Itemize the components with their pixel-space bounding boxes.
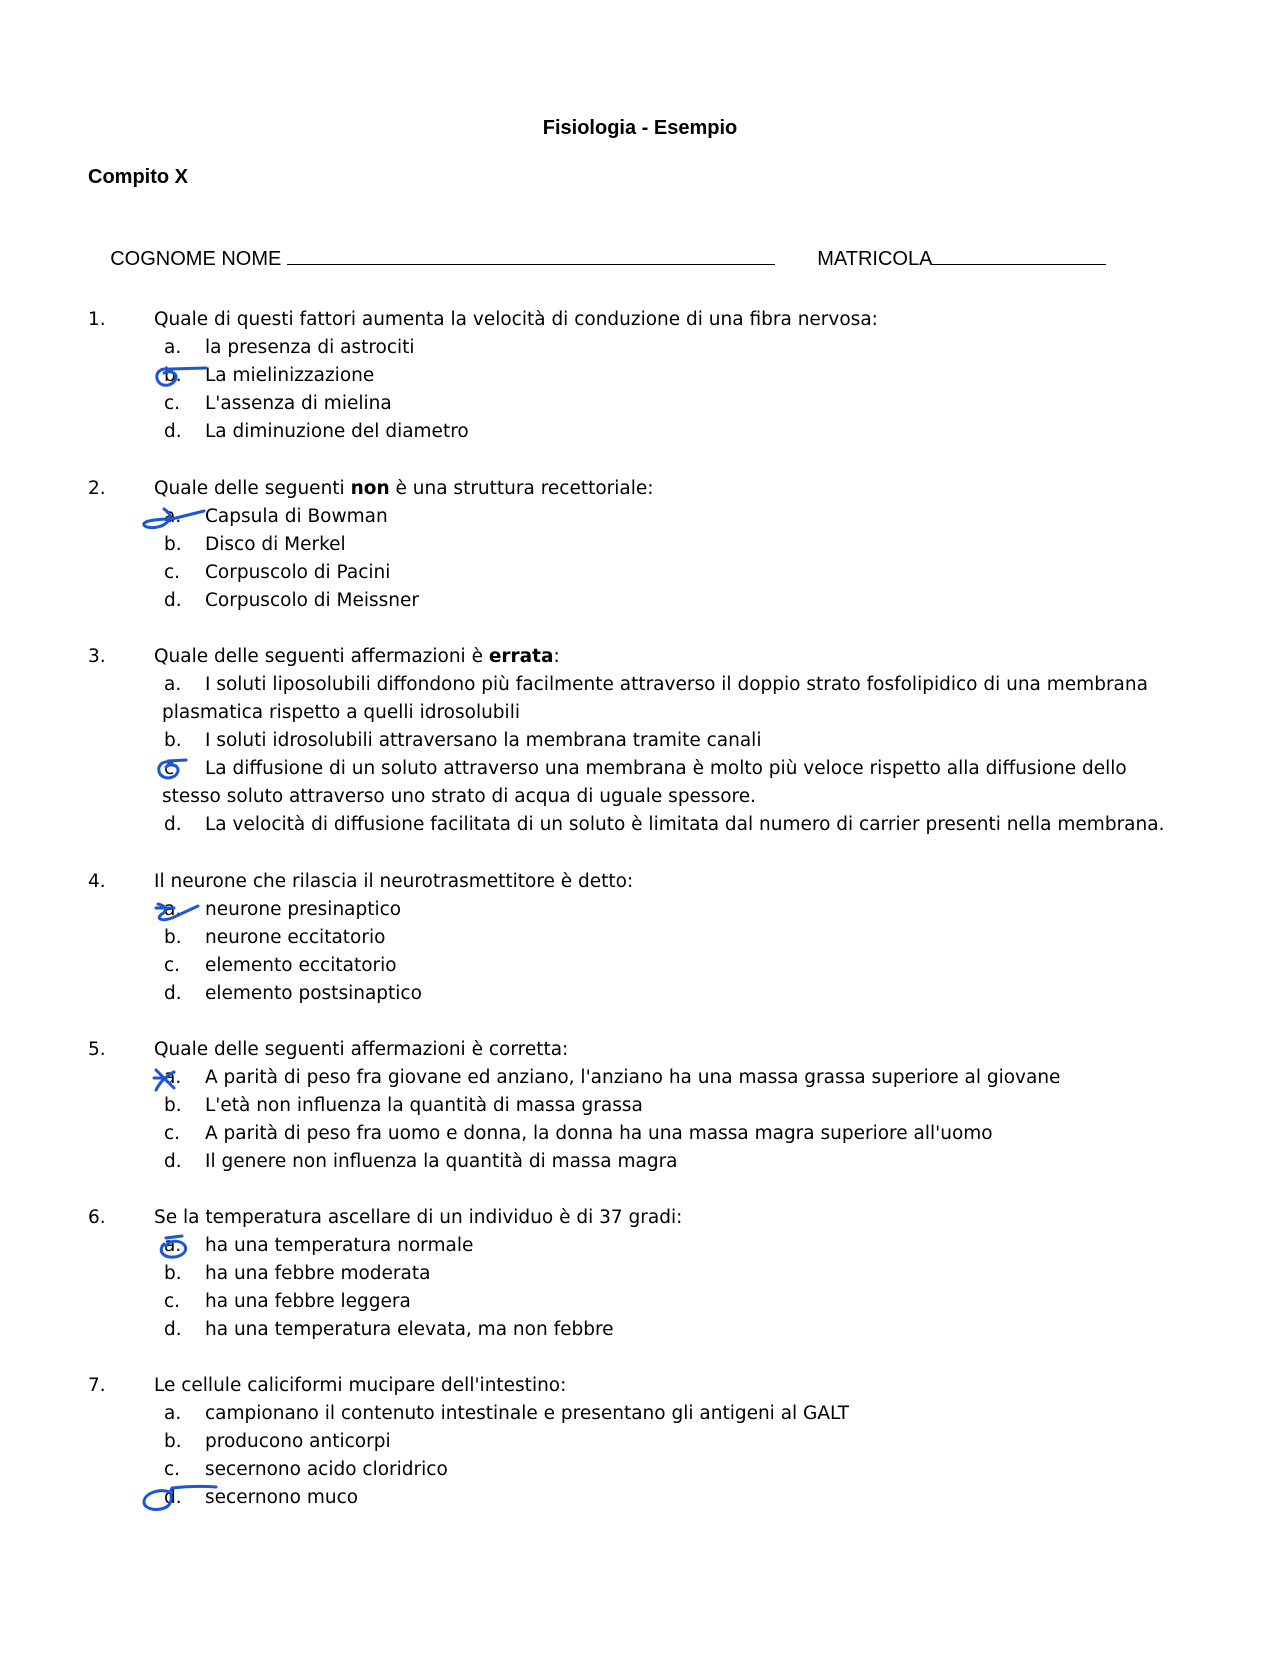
option-letter: d. [164, 1319, 182, 1340]
question-number: 6. [88, 1207, 106, 1228]
option-text: L'età non influenza la quantità di massa grassa [205, 1095, 643, 1116]
option-text: A parità di peso fra giovane ed anziano, l'anziano ha una massa grassa superiore al giovane [205, 1067, 1061, 1088]
id-blank-line[interactable] [932, 247, 1106, 265]
option-letter: c. [164, 562, 181, 583]
option-a[interactable] [0, 671, 1280, 723]
question-text-part: Quale delle seguenti [154, 478, 351, 499]
option-text: La mielinizzazione [205, 365, 375, 386]
option-text: secernono muco [205, 1487, 359, 1508]
option-a[interactable] [0, 896, 1280, 924]
name-field[interactable] [88, 224, 775, 294]
option-letter: c. [164, 955, 181, 976]
option-text: Corpuscolo di Meissner [205, 590, 420, 611]
option-text: neurone eccitatorio [205, 927, 386, 948]
option-letter: a. [164, 506, 182, 527]
question-number: 2. [88, 478, 106, 499]
option-text: La diminuzione del diametro [205, 421, 469, 442]
name-blank-line[interactable] [287, 247, 775, 265]
question-number: 7. [88, 1375, 106, 1396]
question-number: 1. [88, 309, 106, 330]
option-c[interactable] [0, 755, 1280, 807]
question-text-part: : [553, 646, 560, 667]
option-letter: b. [164, 1095, 182, 1116]
option-text: ha una febbre leggera [205, 1291, 411, 1312]
option-b[interactable] [0, 1260, 1280, 1288]
option-text: la presenza di astrociti [205, 337, 415, 358]
option-text: Capsula di Bowman [205, 506, 388, 527]
question-text [154, 475, 654, 503]
option-d[interactable] [0, 587, 1280, 615]
option-letter: d. [164, 1487, 182, 1508]
option-text: I soluti liposolubili diffondono più facilmente attraverso il doppio strato fosfolipidico di una membrana [205, 674, 1148, 695]
option-text: producono anticorpi [205, 1431, 391, 1452]
option-letter: c. [164, 1291, 181, 1312]
option-letter: a. [164, 1403, 182, 1424]
option-letter: c. [164, 1459, 181, 1480]
option-text: La diffusione di un soluto attraverso una membrana è molto più veloce rispetto alla diffusione dello [205, 758, 1127, 779]
option-letter: d. [164, 421, 182, 442]
option-letter: a. [164, 899, 182, 920]
question-text-part: Quale delle seguenti affermazioni è [154, 646, 489, 667]
option-text: I soluti idrosolubili attraversano la membrana tramite canali [205, 730, 762, 751]
name-label: COGNOME NOME [110, 248, 287, 270]
option-text: Corpuscolo di Pacini [205, 562, 391, 583]
question-text: Quale delle seguenti affermazioni è corretta: [154, 1039, 569, 1060]
option-b[interactable] [0, 1428, 1280, 1456]
option-letter: d. [164, 814, 182, 835]
option-b[interactable] [0, 1092, 1280, 1120]
option-d[interactable] [0, 1484, 1280, 1512]
option-b[interactable] [0, 362, 1280, 390]
option-text-continuation: plasmatica rispetto a quelli idrosolubili [162, 702, 520, 723]
option-letter: b. [164, 730, 182, 751]
question-text [154, 643, 560, 671]
option-c[interactable] [0, 559, 1280, 587]
option-letter: a. [164, 1235, 182, 1256]
question-number: 3. [88, 646, 106, 667]
question-text: Quale di questi fattori aumenta la velocità di conduzione di una fibra nervosa: [154, 309, 878, 330]
option-letter: b. [164, 927, 182, 948]
option-letter: d. [164, 1151, 182, 1172]
option-d[interactable] [0, 1148, 1280, 1176]
option-text-continuation: stesso soluto attraverso uno strato di acqua di uguale spessore. [162, 786, 756, 807]
option-c[interactable] [0, 1456, 1280, 1484]
exam-subtitle: Compito X [88, 166, 188, 188]
option-letter: a. [164, 1067, 182, 1088]
option-letter: d. [164, 983, 182, 1004]
option-letter: c. [164, 393, 181, 414]
id-field[interactable] [795, 224, 1106, 294]
option-a[interactable] [0, 1232, 1280, 1260]
option-a[interactable] [0, 1400, 1280, 1428]
option-a[interactable] [0, 334, 1280, 362]
option-d[interactable] [0, 811, 1280, 839]
option-c[interactable] [0, 1120, 1280, 1148]
option-letter: a. [164, 337, 182, 358]
option-text: Disco di Merkel [205, 534, 346, 555]
option-letter: b. [164, 534, 182, 555]
option-text: elemento eccitatorio [205, 955, 397, 976]
option-d[interactable] [0, 1316, 1280, 1344]
option-b[interactable] [0, 727, 1280, 755]
option-text: neurone presinaptico [205, 899, 402, 920]
question-text-part: è una struttura recettoriale: [389, 478, 654, 499]
option-text: L'assenza di mielina [205, 393, 392, 414]
option-text: A parità di peso fra uomo e donna, la donna ha una massa magra superiore all'uomo [205, 1123, 993, 1144]
option-d[interactable] [0, 980, 1280, 1008]
option-text: ha una temperatura elevata, ma non febbre [205, 1319, 614, 1340]
option-text: elemento postsinaptico [205, 983, 422, 1004]
question-emphasis: non [350, 478, 390, 499]
option-letter: b. [164, 1263, 182, 1284]
option-a[interactable] [0, 503, 1280, 531]
option-c[interactable] [0, 952, 1280, 980]
option-text: La velocità di diffusione facilitata di un soluto è limitata dal numero di carrier presenti nella membrana. [205, 814, 1165, 835]
option-b[interactable] [0, 531, 1280, 559]
option-text: Il genere non influenza la quantità di massa magra [205, 1151, 678, 1172]
page-title: Fisiologia - Esempio [542, 117, 738, 139]
question-text: Le cellule caliciformi mucipare dell'intestino: [154, 1375, 567, 1396]
option-c[interactable] [0, 1288, 1280, 1316]
option-letter: d. [164, 590, 182, 611]
option-d[interactable] [0, 418, 1280, 446]
question-emphasis: errata [488, 646, 554, 667]
option-letter: b. [164, 1431, 182, 1452]
option-text: ha una febbre moderata [205, 1263, 431, 1284]
question-number: 4. [88, 871, 106, 892]
question-number: 5. [88, 1039, 106, 1060]
option-c[interactable] [0, 390, 1280, 418]
option-letter: c. [164, 1123, 181, 1144]
option-a[interactable] [0, 1064, 1280, 1092]
option-text: ha una temperatura normale [205, 1235, 474, 1256]
question-text: Se la temperatura ascellare di un individuo è di 37 gradi: [154, 1207, 683, 1228]
question-text: Il neurone che rilascia il neurotrasmettitore è detto: [154, 871, 634, 892]
option-b[interactable] [0, 924, 1280, 952]
option-letter: b. [164, 365, 182, 386]
id-label: MATRICOLA [817, 248, 933, 270]
option-letter: a. [164, 674, 182, 695]
option-text: secernono acido cloridrico [205, 1459, 448, 1480]
option-text: campionano il contenuto intestinale e presentano gli antigeni al GALT [205, 1403, 850, 1424]
option-letter: c. [164, 758, 181, 779]
